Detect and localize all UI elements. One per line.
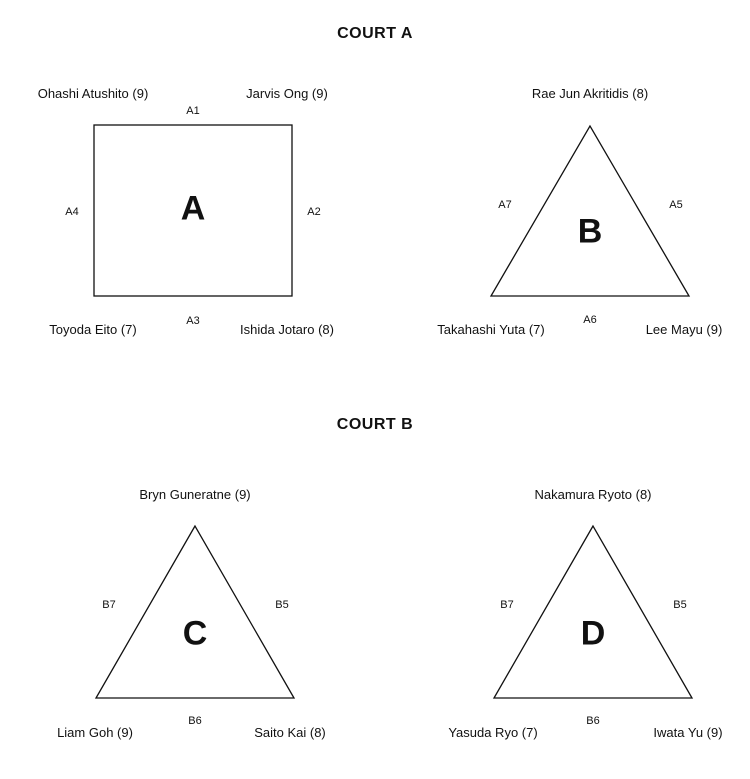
match-label: B5	[673, 599, 687, 611]
player-label: Rae Jun Akritidis (8)	[531, 86, 649, 101]
match-label: B6	[188, 715, 202, 727]
group-a-letter: A	[180, 189, 206, 228]
match-label: B7	[500, 599, 514, 611]
player-label: Yasuda Ryo (7)	[448, 725, 538, 740]
player-label: Ishida Jotaro (8)	[240, 322, 334, 337]
match-label: B7	[102, 599, 116, 611]
match-label: B5	[275, 599, 289, 611]
player-label: Ohashi Atushito (9)	[37, 86, 149, 101]
match-label: A3	[186, 315, 200, 327]
player-label: Toyoda Eito (7)	[49, 322, 137, 337]
match-label: A2	[307, 206, 321, 218]
player-label: Takahashi Yuta (7)	[437, 322, 545, 337]
court-b-title: COURT B	[336, 416, 414, 433]
player-label: Liam Goh (9)	[57, 725, 133, 740]
group-b-letter: B	[577, 212, 603, 251]
player-label: Nakamura Ryoto (8)	[534, 487, 652, 502]
match-label: A4	[65, 206, 79, 218]
group-d-triangle	[494, 526, 692, 698]
match-label: A7	[498, 199, 512, 211]
court-a-title: COURT A	[337, 25, 413, 42]
match-label: A1	[186, 105, 200, 117]
match-label: A5	[669, 199, 683, 211]
group-b-triangle	[491, 126, 689, 296]
group-d-letter: D	[580, 614, 606, 653]
player-label: Iwata Yu (9)	[653, 725, 723, 740]
player-label: Jarvis Ong (9)	[246, 86, 328, 101]
player-label: Lee Mayu (9)	[645, 322, 723, 337]
match-label: A6	[583, 314, 597, 326]
player-label: Bryn Guneratne (9)	[139, 487, 251, 502]
group-c-letter: C	[182, 614, 208, 653]
player-label: Saito Kai (8)	[254, 725, 326, 740]
group-c-triangle	[96, 526, 294, 698]
match-label: B6	[586, 715, 600, 727]
